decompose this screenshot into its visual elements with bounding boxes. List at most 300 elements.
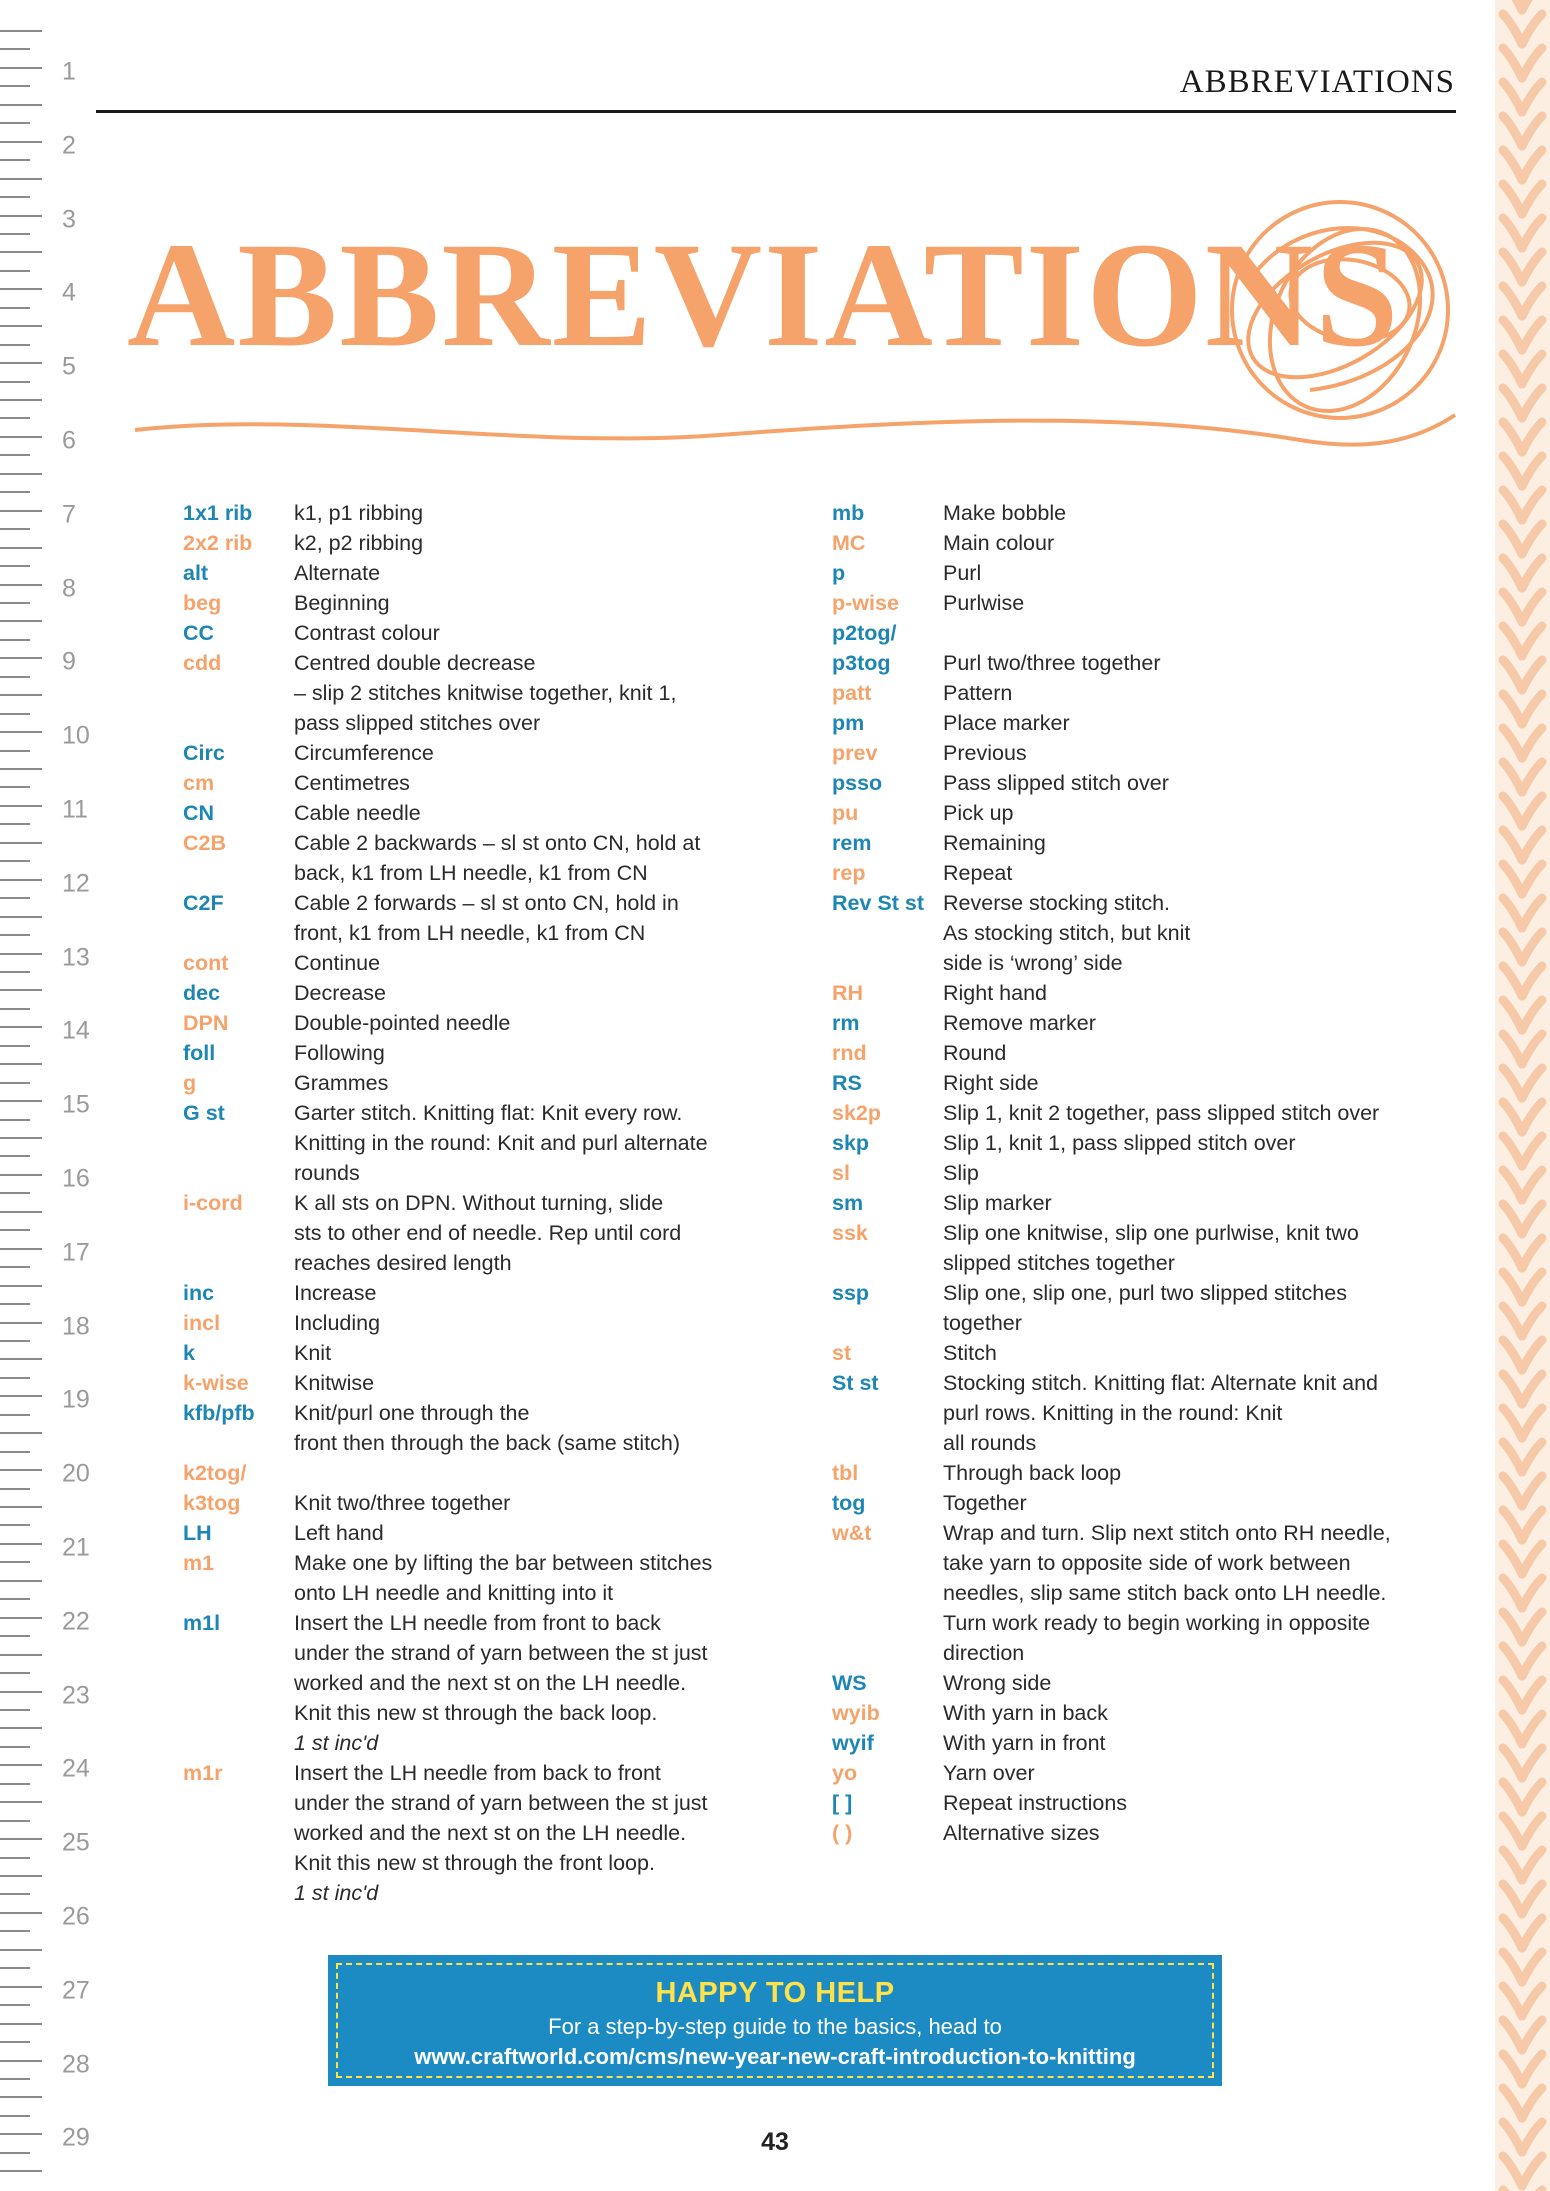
braid-stitch — [1522, 1136, 1542, 1166]
abbreviation-definition — [294, 1008, 763, 1038]
page-title: ABBREVIATIONS — [127, 212, 1401, 378]
definition-text: Knitwise — [294, 1371, 375, 1395]
braid-stitch — [1522, 1034, 1542, 1064]
definition-text: Remaining — [943, 831, 1046, 855]
ruler-tick — [0, 1358, 42, 1360]
abbreviation-entry — [832, 1218, 1432, 1278]
abbreviation-definition — [943, 858, 1432, 888]
braid-stitch — [1503, 1918, 1522, 1948]
definition-text: Repeat — [943, 861, 1013, 885]
definition-text: Stitch — [943, 1341, 997, 1365]
braid-stitch — [1522, 354, 1542, 384]
braid-stitch — [1503, 116, 1522, 146]
ruler-number: 20 — [62, 1459, 90, 1488]
definition-text: Wrong side — [943, 1671, 1052, 1695]
braid-stitch — [1503, 218, 1522, 248]
braid-stitch — [1503, 592, 1522, 622]
braid-stitch — [1503, 694, 1522, 724]
ruler-number: 3 — [62, 205, 76, 234]
abbreviation-entry — [183, 888, 763, 948]
ruler-tick — [0, 805, 42, 807]
ruler-tick — [0, 1524, 30, 1526]
abbreviation-term: DPN — [183, 1011, 229, 1035]
braid-stitch — [1522, 0, 1542, 10]
abbreviation-entry — [832, 618, 1432, 678]
help-box-border — [336, 1963, 1214, 2078]
abbreviation-term: p2tog/ p3tog — [832, 621, 897, 675]
braid-stitch — [1522, 592, 1542, 622]
abbreviation-entry — [832, 1068, 1432, 1098]
braid-stitch — [1503, 1374, 1522, 1404]
braid-stitch — [1522, 1000, 1542, 1030]
braid-stitch — [1503, 48, 1522, 78]
ruler-tick — [0, 1635, 30, 1637]
abbreviation-definition — [943, 1098, 1432, 1128]
ruler-number: 13 — [62, 943, 90, 972]
braid-stitch — [1503, 1680, 1522, 1710]
ruler-number: 1 — [62, 57, 76, 86]
braid-stitch — [1503, 1544, 1522, 1574]
abbreviation-term: yo — [832, 1761, 858, 1785]
ruler-tick — [0, 1229, 30, 1231]
abbreviation-entry — [183, 1518, 763, 1548]
abbreviation-definition — [943, 1818, 1432, 1848]
abbreviation-term: ssp — [832, 1281, 870, 1305]
ruler-tick — [0, 1026, 42, 1028]
abbreviation-entry — [832, 498, 1432, 528]
ruler-tick — [0, 1580, 42, 1582]
braid-stitch — [1522, 1102, 1542, 1132]
abbreviation-entry — [832, 1458, 1432, 1488]
definition-text: Pass slipped stitch over — [943, 771, 1169, 795]
braid-stitch — [1503, 1850, 1522, 1880]
braid-stitch — [1522, 286, 1542, 316]
braid-stitch — [1522, 1646, 1542, 1676]
abbreviation-term: k — [183, 1341, 195, 1365]
ruler-tick — [0, 1248, 42, 1250]
abbreviation-entry — [183, 1068, 763, 1098]
definition-text: Remove marker — [943, 1011, 1096, 1035]
abbreviation-definition — [294, 948, 763, 978]
braid-stitch — [1503, 966, 1522, 996]
abbreviation-definition — [294, 738, 763, 768]
definition-text: Centred double decrease – slip 2 stitches knitwise together, knit 1, pass slipped stitches over — [294, 651, 677, 735]
braid-stitch — [1522, 1952, 1542, 1982]
abbreviation-definition — [943, 888, 1432, 978]
definition-text: Knit two/three together — [294, 1491, 511, 1515]
braid-stitch — [1503, 728, 1522, 758]
definition-text: Pattern — [943, 681, 1013, 705]
abbreviation-term: cm — [183, 771, 215, 795]
braid-stitch — [1522, 116, 1542, 146]
abbreviation-entry — [832, 978, 1432, 1008]
abbreviation-definition — [294, 1278, 763, 1308]
ruler-tick — [0, 713, 30, 715]
braid-stitch — [1503, 1612, 1522, 1642]
ruler-tick — [0, 1137, 42, 1139]
definition-text: Wrap and turn. Slip next stitch onto RH needle, take yarn to opposite side of work between needles, slip same stitch back onto LH needle. Turn work ready to begin working in opposite direction — [943, 1521, 1391, 1665]
braid-stitch — [1522, 1476, 1542, 1506]
abbreviation-term: Circ — [183, 741, 225, 765]
ruler-tick — [0, 1783, 30, 1785]
ruler-tick — [0, 1469, 42, 1471]
ruler-tick — [0, 381, 30, 383]
abbreviation-entry — [183, 618, 763, 648]
ruler-tick — [0, 1119, 30, 1121]
braid-stitch — [1522, 1068, 1542, 1098]
ruler-tick — [0, 1930, 30, 1932]
braid-stitch — [1522, 320, 1542, 350]
ruler-tick — [0, 233, 30, 235]
braid-stitch — [1522, 1748, 1542, 1778]
abbreviation-definition — [294, 1548, 763, 1608]
braid-stitch — [1503, 1272, 1522, 1302]
braid-stitch — [1522, 694, 1542, 724]
abbreviation-term: p — [832, 561, 846, 585]
ruler-tick — [0, 1691, 42, 1693]
ruler-tick — [0, 934, 30, 936]
ruler-tick — [0, 48, 30, 50]
braid-stitch — [1522, 524, 1542, 554]
abbreviation-term: skp — [832, 1131, 870, 1155]
ruler-number: 5 — [62, 352, 76, 381]
ruler-tick — [0, 1727, 42, 1729]
ruler-tick — [0, 1082, 30, 1084]
definition-text: Knit/purl one through the front then through the back (same stitch) — [294, 1401, 681, 1455]
definition-text: Slip one knitwise, slip one purlwise, knit two slipped stitches together — [943, 1221, 1359, 1275]
braid-stitch — [1503, 1136, 1522, 1166]
braid-stitch — [1503, 1714, 1522, 1744]
abbreviation-entry — [183, 1188, 763, 1278]
ruler-number: 22 — [62, 1607, 90, 1636]
definition-text: Previous — [943, 741, 1027, 765]
definition-text: Slip one, slip one, purl two slipped stitches together — [943, 1281, 1347, 1335]
ruler-tick — [0, 768, 42, 770]
abbreviation-definition — [943, 1188, 1432, 1218]
abbreviation-entry — [183, 1458, 763, 1518]
definition-text: Main colour — [943, 531, 1055, 555]
braid-pattern — [1495, 0, 1550, 2191]
braid-stitch — [1503, 626, 1522, 656]
braid-stitch — [1522, 1578, 1542, 1608]
ruler-tick — [0, 1949, 42, 1951]
braid-stitch — [1522, 14, 1542, 44]
braid-stitch — [1522, 830, 1542, 860]
braid-stitch — [1503, 660, 1522, 690]
abbreviation-term: C2F — [183, 891, 224, 915]
definition-text: Centimetres — [294, 771, 410, 795]
abbreviation-definition — [294, 1098, 763, 1188]
ruler-number: 17 — [62, 1238, 90, 1267]
braid-stitch — [1503, 1408, 1522, 1438]
ruler-number: 6 — [62, 426, 76, 455]
braid-stitch — [1503, 1782, 1522, 1812]
definition-text: Reverse stocking stitch. As stocking stitch, but knit side is ‘wrong’ side — [943, 891, 1191, 975]
ruler-tick — [0, 1986, 42, 1988]
abbreviation-definition — [294, 978, 763, 1008]
abbreviation-term: [ ] — [832, 1791, 853, 1815]
ruler-tick — [0, 953, 42, 955]
ruler-tick — [0, 916, 42, 918]
abbreviation-entry — [832, 1278, 1432, 1338]
abbreviation-term: rm — [832, 1011, 860, 1035]
ruler-tick — [0, 307, 30, 309]
page-number: 43 — [761, 2128, 789, 2156]
braid-stitch — [1503, 456, 1522, 486]
braid-stitch — [1522, 1850, 1542, 1880]
braid-stitch — [1503, 2054, 1522, 2084]
braid-stitch — [1503, 1306, 1522, 1336]
abbreviation-entry — [832, 678, 1432, 708]
definition-text: Grammes — [294, 1071, 389, 1095]
ruler-tick — [0, 971, 30, 973]
definition-text: Right hand — [943, 981, 1047, 1005]
abbreviation-entry — [832, 1728, 1432, 1758]
abbreviation-term: inc — [183, 1281, 215, 1305]
abbreviation-definition — [294, 888, 763, 948]
definition-text: Left hand — [294, 1521, 384, 1545]
definition-text: Yarn over — [943, 1761, 1035, 1785]
abbreviation-definition — [294, 1038, 763, 1068]
ruler-number: 9 — [62, 647, 76, 676]
abbreviation-entry — [183, 1038, 763, 1068]
abbreviation-term: p-wise — [832, 591, 899, 615]
abbreviation-entry — [183, 1008, 763, 1038]
abbreviation-term: tbl — [832, 1461, 859, 1485]
definition-text: Alternative sizes — [943, 1821, 1100, 1845]
definition-text: Knit — [294, 1341, 332, 1365]
abbreviation-term: G st — [183, 1101, 225, 1125]
ruler-number: 26 — [62, 1902, 90, 1931]
braid-stitch — [1522, 184, 1542, 214]
braid-stitch — [1503, 388, 1522, 418]
ruler-tick — [0, 860, 30, 862]
braid-stitch — [1522, 660, 1542, 690]
definition-text: Pick up — [943, 801, 1014, 825]
braid-stitch — [1522, 728, 1542, 758]
braid-stitch — [1522, 1884, 1542, 1914]
braid-stitch — [1522, 1918, 1542, 1948]
help-title: HAPPY TO HELP — [655, 1977, 895, 2009]
abbreviation-definition — [943, 1788, 1432, 1818]
abbreviation-definition — [943, 1668, 1432, 1698]
abbreviation-definition — [943, 768, 1432, 798]
ruler-number: 15 — [62, 1090, 90, 1119]
abbreviation-entry — [832, 1488, 1432, 1518]
braid-stitch — [1522, 1374, 1542, 1404]
definition-text: With yarn in front — [943, 1731, 1106, 1755]
definition-text: Stocking stitch. Knitting flat: Alternate knit and purl rows. Knitting in the round: Knit all rounds — [943, 1371, 1379, 1455]
abbreviations-left-column — [183, 498, 763, 1908]
definition-text: Including — [294, 1311, 381, 1335]
braid-stitch — [1522, 2020, 1542, 2050]
abbreviation-definition — [943, 1698, 1432, 1728]
abbreviation-entry — [832, 1698, 1432, 1728]
braid-stitch — [1522, 966, 1542, 996]
ruler-tick — [0, 141, 42, 143]
braid-stitch — [1503, 796, 1522, 826]
abbreviation-definition — [294, 1338, 763, 1368]
ruler-tick — [0, 731, 42, 733]
definition-text: Place marker — [943, 711, 1070, 735]
braid-stitch — [1503, 1986, 1522, 2016]
abbreviation-term: patt — [832, 681, 872, 705]
ruler-number: 2 — [62, 131, 76, 160]
braid-border — [1495, 0, 1550, 2191]
abbreviation-term: k2tog/ k3tog — [183, 1461, 247, 1515]
definition-note: 1 st inc'd — [294, 1731, 379, 1755]
abbreviation-entry — [183, 1548, 763, 1608]
braid-stitch — [1522, 796, 1542, 826]
braid-stitch — [1503, 1238, 1522, 1268]
ruler-number: 21 — [62, 1533, 90, 1562]
ruler-tick — [0, 1192, 30, 1194]
ruler-number: 28 — [62, 2050, 90, 2079]
abbreviation-entry — [183, 1098, 763, 1188]
definition-text: Circumference — [294, 741, 434, 765]
abbreviation-entry — [183, 978, 763, 1008]
abbreviation-definition — [294, 588, 763, 618]
braid-stitch — [1522, 1442, 1542, 1472]
abbreviation-entry — [832, 708, 1432, 738]
braid-stitch — [1503, 1748, 1522, 1778]
definition-text: Slip 1, knit 2 together, pass slipped stitch over — [943, 1101, 1380, 1125]
abbreviation-term: m1l — [183, 1611, 221, 1635]
ruler-tick — [0, 270, 30, 272]
ruler-tick — [0, 989, 42, 991]
ruler — [0, 0, 120, 2191]
abbreviation-definition — [294, 528, 763, 558]
braid-stitch — [1503, 1034, 1522, 1064]
braid-stitch — [1522, 898, 1542, 928]
definition-text: With yarn in back — [943, 1701, 1108, 1725]
braid-stitch — [1522, 864, 1542, 894]
abbreviation-definition — [943, 558, 1432, 588]
braid-stitch — [1503, 1170, 1522, 1200]
abbreviation-definition — [943, 1038, 1432, 1068]
abbreviation-definition — [294, 648, 763, 738]
definition-text: Through back loop — [943, 1461, 1122, 1485]
abbreviation-term: wyif — [832, 1731, 874, 1755]
abbreviation-term: LH — [183, 1521, 212, 1545]
definition-text: Beginning — [294, 591, 390, 615]
abbreviation-term: m1 — [183, 1551, 215, 1575]
abbreviation-entry — [832, 1758, 1432, 1788]
abbreviation-term: rem — [832, 831, 872, 855]
abbreviation-entry — [183, 1608, 763, 1758]
abbreviation-term: m1r — [183, 1761, 223, 1785]
braid-stitch — [1522, 1714, 1542, 1744]
braid-stitch — [1503, 1102, 1522, 1132]
abbreviation-term: MC — [832, 531, 866, 555]
ruler-number: 7 — [62, 500, 76, 529]
abbreviation-definition — [943, 1068, 1432, 1098]
ruler-tick — [0, 1045, 30, 1047]
braid-stitch — [1522, 1238, 1542, 1268]
definition-text: Garter stitch. Knitting flat: Knit every row. Knitting in the round: Knit and purl alternate rounds — [294, 1101, 708, 1185]
braid-stitch — [1503, 252, 1522, 282]
ruler-tick — [0, 1672, 30, 1674]
abbreviation-term: prev — [832, 741, 878, 765]
abbreviation-definition — [943, 1278, 1432, 1338]
ruler-tick — [0, 1155, 30, 1157]
ruler-tick — [0, 122, 30, 124]
braid-stitch — [1522, 150, 1542, 180]
ruler-tick — [0, 362, 42, 364]
braid-stitch — [1522, 2156, 1542, 2186]
braid-stitch — [1503, 1816, 1522, 1846]
abbreviation-term: cdd — [183, 651, 222, 675]
abbreviation-definition — [943, 798, 1432, 828]
braid-stitch — [1522, 1204, 1542, 1234]
ruler-tick — [0, 2170, 42, 2172]
definition-text: Slip 1, knit 1, pass slipped stitch over — [943, 1131, 1296, 1155]
definition-text: Contrast colour — [294, 621, 440, 645]
abbreviation-definition — [943, 618, 1432, 678]
definition-text: Double-pointed needle — [294, 1011, 511, 1035]
abbreviation-definition — [943, 1008, 1432, 1038]
abbreviation-term: rep — [832, 861, 866, 885]
ruler-tick — [0, 786, 30, 788]
ruler-tick — [0, 2004, 30, 2006]
braid-stitch — [1522, 1306, 1542, 1336]
ruler-tick — [0, 657, 42, 659]
definition-text: Round — [943, 1041, 1007, 1065]
abbreviation-entry — [183, 1278, 763, 1308]
abbreviation-entry — [832, 528, 1432, 558]
ruler-number: 16 — [62, 1164, 90, 1193]
braid-stitch — [1503, 762, 1522, 792]
definition-text: Insert the LH needle from back to front under the strand of yarn between the st just worked and the next st on the LH needle. Knit this new st through the front loop. — [294, 1761, 708, 1875]
braid-stitch — [1503, 82, 1522, 112]
abbreviation-entry — [183, 648, 763, 738]
ruler-tick — [0, 1506, 42, 1508]
abbreviation-term: psso — [832, 771, 883, 795]
abbreviation-definition — [943, 828, 1432, 858]
ruler-tick — [0, 2096, 42, 2098]
ruler-tick — [0, 823, 30, 825]
abbreviation-term: w&t — [832, 1521, 872, 1545]
abbreviation-entry — [183, 1338, 763, 1368]
abbreviation-term: tog — [832, 1491, 866, 1515]
abbreviation-term: sm — [832, 1191, 864, 1215]
ruler-tick — [0, 1746, 30, 1748]
abbreviation-definition — [943, 528, 1432, 558]
braid-stitch — [1503, 1646, 1522, 1676]
ruler-tick — [0, 1893, 30, 1895]
ruler-number: 19 — [62, 1385, 90, 1414]
braid-stitch — [1503, 2156, 1522, 2186]
braid-stitch — [1522, 1986, 1542, 2016]
ruler-number: 27 — [62, 1976, 90, 2005]
abbreviation-term: foll — [183, 1041, 216, 1065]
abbreviation-term: 1x1 rib — [183, 501, 253, 525]
abbreviation-term: CN — [183, 801, 215, 825]
ruler-tick — [0, 1211, 42, 1213]
braid-stitch — [1503, 830, 1522, 860]
braid-stitch — [1522, 1816, 1542, 1846]
abbreviation-term: incl — [183, 1311, 221, 1335]
help-url[interactable]: www.craftworld.com/cms/new-year-new-craft-introduction-to-knitting — [414, 2044, 1136, 2069]
braid-stitch — [1503, 2088, 1522, 2118]
ruler-tick — [0, 2023, 42, 2025]
abbreviation-entry — [183, 528, 763, 558]
abbreviation-entry — [183, 1758, 763, 1908]
abbreviation-entry — [832, 1008, 1432, 1038]
abbreviation-term: i-cord — [183, 1191, 243, 1215]
braid-stitch — [1522, 388, 1542, 418]
ruler-tick — [0, 454, 30, 456]
